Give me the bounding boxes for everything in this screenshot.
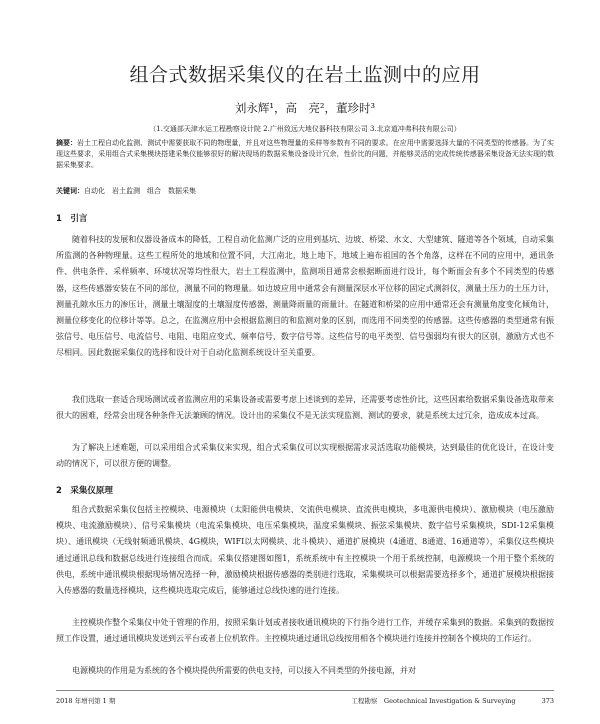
paragraph: 电源模块的作用是为系统的各个模块提供所需要的供电支持，可以接入不同类型的外接电源，并对 [72,666,416,675]
footer-rule [56,690,554,691]
paragraph: 组合式数据采集仪包括主控模块、电源模块（太阳能供电模块、交流供电模块、直流供电模块，多电源供电模块）、激励模块（电压激励模块、电流激励模块）、信号采集模块（电流采集模块、电压采集模块，温度采集模块、振弦采集模块、数字信号采集模块，SDI-12采集模块）、通讯模块（无线射频通讯模块、4G模块，WIFI以太网模块、北斗模块）、通道扩展模块（4通道、8通道、16通道等），采集仪这些模块通过通讯总线和数据总线进行连接组合而成。采集仪搭建图如图1，系统系统中有主控模块一个用于系统控制，电源模块一个用于整个系统的供电，系统中通讯模块根据现场情况选择一种，激励模块根据传感器的类别进行选取，采集模块可以根据需要选择多个，通道扩展模块根据接入传感器的数量选择模块，这些模块选取完成后，能够通过总线快速的进行连接。 [56,505,554,596]
paragraph: 随着科技的发展和仪器设备成本的降低，工程自动化监测广泛的应用到基坑、边坡、桥梁、水文、大型建筑、隧道等各个领域，自动采集所监测的各种物理量。这些工程所处的地域和位置不同，大江南北，地上地下，地域上遍布祖国的各个角落，这样在不同的应用中，通讯条件、供电条件、采样频率、环境状况等均性很大，岩土工程监测中，监测项目通常会根据断面进行设计，每个断面会有多个不同类型的传感器，这些传感器安装在不同的部位，测量不同的物理量。如边坡应用中通常会有测量深层水平位移的固定式测斜仪，测量土压力的土压力计，测量孔隙水压力的渗压计，测量土壤湿度的土壤湿度传感器，测量降雨量的雨量计。在隧道和桥梁的应用中通常还会有测量角度变化倾角计，测量位移变化的位移计等等。总之，在监测应用中会根据监测目的和监测对象的区别，而选用不同类型的传感器。这些传感器的类型通常有振弦信号、电压信号、电流信号、电阻、电阻应变式、频率信号、数字信号等。这些信号的电平类型、信号强弱均有很大的区别，激励方式也不尽相同。因此数据采集仪的选择和设计对于自动化监测系统设计至关重要。 [56,235,554,358]
abstract-label: 摘要： [56,138,78,147]
paragraph: 主控模块作整个采集仪中处于管理的作用，按照采集计划或者接收通讯模块的下行指令进行工作，并缓存采集到的数据。采集到的数据按照工作设置，通过通讯模块发送到云平台或者上位机软件。主控模块通过通讯总线按用相各个模块进行连接并控制各个模块的工作运行。 [56,618,554,644]
authors: 刘永辉¹，高 亮²，董珍时³ [234,101,376,115]
keywords-text: 自动化 岩土监测 组合 数据采集 [84,187,196,195]
section-heading-intro: 1 引言 [56,214,88,224]
abstract [56,137,554,171]
paper-title: 组合式数据采集仪的在岩土监测中的应用 [129,64,481,86]
keywords-label: 关键词： [56,186,84,195]
paragraph: 为了解决上述难题，可以采用组合式采集仪来实现，组合式采集仪可以实现根据需求灵活选取功能模块，达到最佳的优化设计，在设计变动的情况下，可以很方便的调整。 [56,443,554,469]
page-footer [56,696,554,705]
keywords [56,186,554,196]
affiliations: （1.交通部天津水运工程勘察设计院 2.广州致远大地仪器科技有限公司 3.北京道冲弗科技有限公司） [149,125,461,133]
footer-issue: 2018 年增刊第 1 期 [56,697,116,705]
abstract-text: 岩土工程自动化监测、测试中需要获取不同的物理量，并且对这些物理量的采样等参数有不同的要求。在应用中需要选择大量的不同类型的传感器。为了实现这些要求，采用组合式采集模块搭建采集仪能够很好的解决现场的数据采集设备设计冗余，性价比的问题，并能够灵活的完成传统传感器采集设备无法实现的数据采集要求。 [56,139,555,169]
paragraph: 我们选取一套适合现场测试或者监测应用的采集设备或需要考虑上述谈到的差异，还需要考虑性价比，这些因素给数据采集设备选取带来很大的困难，经常会出现各种条件无法兼顾的情况。设计出的采集仪不是无法实现监测、测试的要求，就是系统太过冗余，造成成本过高。 [56,395,554,421]
footer-journal: 工程勘察 Geotechnical Investigation & Surveying [351,697,516,705]
page-number: 373 [541,697,554,705]
section-heading-principle: 2 采集仪原理 [56,486,113,496]
